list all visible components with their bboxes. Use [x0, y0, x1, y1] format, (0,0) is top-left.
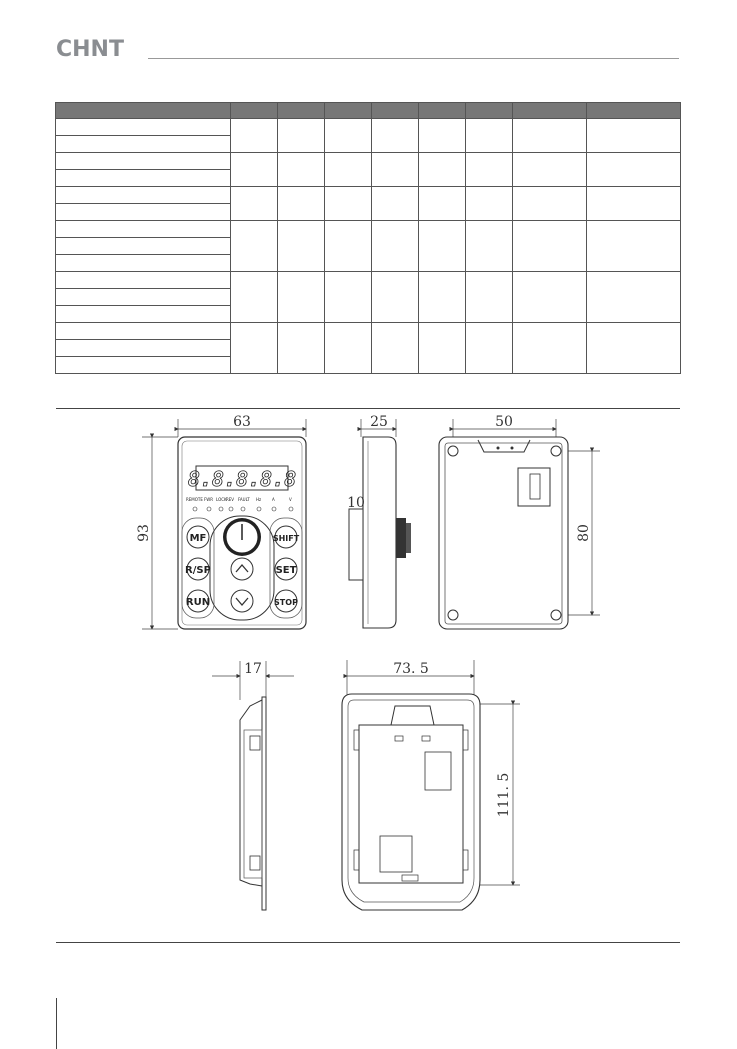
indicator-label: LOCK	[216, 497, 227, 502]
frame-inner-panel	[359, 725, 463, 883]
display-digits: 8.8.8.8.8	[187, 467, 297, 491]
indicator-label: Hz	[256, 497, 262, 502]
screw-icon	[551, 610, 561, 620]
up-button	[231, 558, 253, 580]
frame-height-dimension: 111. 5	[496, 772, 512, 818]
screw-icon	[448, 610, 458, 620]
side-step	[349, 509, 363, 580]
screw-icon	[551, 446, 561, 456]
front-width-dimension: 63	[233, 414, 251, 430]
run-button-label: RUN	[185, 597, 211, 608]
frame-depth-dimension: 17	[244, 661, 262, 677]
front-view	[136, 414, 306, 629]
frame-front-view	[342, 660, 520, 910]
stop-button-label: STOP	[274, 598, 298, 607]
rear-body	[439, 437, 568, 629]
rear-height-dimension: 80	[576, 524, 592, 542]
indicator-label: REMOTE	[186, 497, 203, 502]
down-button	[231, 590, 253, 612]
frame-side-view	[212, 661, 294, 910]
frame-side-body	[240, 700, 262, 886]
rsp-button-label: R/SP	[185, 565, 211, 576]
mf-button-label: MF	[189, 533, 207, 544]
shift-button-label: SHIFT	[272, 534, 300, 543]
front-height-dimension: 93	[136, 524, 152, 542]
indicator-label: A	[272, 497, 275, 502]
chint-logo: CHNT	[56, 37, 124, 62]
indicator-label: FAULT	[238, 497, 250, 502]
side-knob	[396, 518, 406, 558]
side-step-dimension: 10	[347, 495, 365, 511]
side-view	[347, 414, 411, 628]
indicator-label: FWR	[204, 497, 214, 502]
screw-icon	[448, 446, 458, 456]
rear-view	[439, 414, 600, 629]
indicator-label: V	[289, 497, 292, 502]
rear-width-dimension: 50	[495, 414, 513, 430]
side-depth-dimension: 25	[370, 414, 388, 430]
dial-knob	[223, 518, 261, 556]
frame-width-dimension: 73. 5	[393, 661, 429, 677]
set-button-label: SET	[275, 565, 297, 576]
indicator-label: REV	[226, 497, 235, 502]
